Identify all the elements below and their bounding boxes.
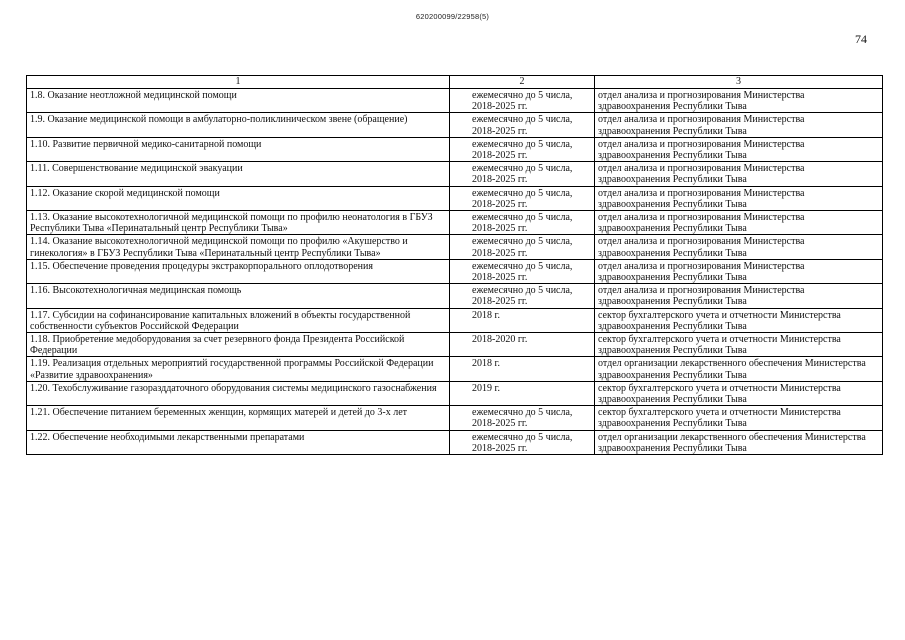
item-cell: 1.20. Техобслуживание газоразддаточного оборудования системы медицинского газоснабжения xyxy=(27,381,450,405)
table-row xyxy=(27,186,883,210)
column-header-3: 3 xyxy=(595,76,883,89)
period-cell: 2018 г. xyxy=(450,357,595,381)
item-cell: 1.16. Высокотехнологичная медицинская помощь xyxy=(27,284,450,308)
period-cell: 2019 г. xyxy=(450,381,595,405)
period-cell: ежемесячно до 5 числа, 2018-2025 гг. xyxy=(450,259,595,283)
measures-table xyxy=(26,75,883,455)
responsible-cell: отдел организации лекарственного обеспечения Министерства здравоохранения Республики Тыва xyxy=(595,430,883,454)
responsible-cell: отдел анализа и прогнозирования Министерства здравоохранения Республики Тыва xyxy=(595,211,883,235)
item-cell: 1.11. Совершенствование медицинской эвакуации xyxy=(27,162,450,186)
period-cell: ежемесячно до 5 числа, 2018-2025 гг. xyxy=(450,235,595,259)
table-row xyxy=(27,235,883,259)
period-cell: ежемесячно до 5 числа, 2018-2025 гг. xyxy=(450,113,595,137)
table-row xyxy=(27,430,883,454)
item-cell: 1.22. Обеспечение необходимыми лекарственными препаратами xyxy=(27,430,450,454)
item-cell: 1.14. Оказание высокотехнологичной медицинской помощи по профилю «Акушерство и гинекология» в ГБУЗ Республики Тыва «Перинатальный центр Республики Тыва» xyxy=(27,235,450,259)
item-cell: 1.17. Субсидии на софинансирование капитальных вложений в объекты государственной собственности субъектов Российской Федерации xyxy=(27,308,450,332)
table-row xyxy=(27,211,883,235)
responsible-cell: сектор бухгалтерского учета и отчетности Министерства здравоохранения Республики Тыва xyxy=(595,308,883,332)
table-row xyxy=(27,162,883,186)
table-body xyxy=(27,89,883,455)
period-cell: ежемесячно до 5 числа, 2018-2025 гг. xyxy=(450,284,595,308)
table-row xyxy=(27,357,883,381)
responsible-cell: отдел анализа и прогнозирования Министерства здравоохранения Республики Тыва xyxy=(595,235,883,259)
period-cell: ежемесячно до 5 числа, 2018-2025 гг. xyxy=(450,137,595,161)
responsible-cell: отдел анализа и прогнозирования Министерства здравоохранения Республики Тыва xyxy=(595,284,883,308)
table-row xyxy=(27,308,883,332)
table-row xyxy=(27,259,883,283)
responsible-cell: сектор бухгалтерского учета и отчетности Министерства здравоохранения Республики Тыва xyxy=(595,333,883,357)
period-cell: ежемесячно до 5 числа, 2018-2025 гг. xyxy=(450,89,595,113)
period-cell: ежемесячно до 5 числа, 2018-2025 гг. xyxy=(450,162,595,186)
period-cell: ежемесячно до 5 числа, 2018-2025 гг. xyxy=(450,211,595,235)
period-cell: 2018 г. xyxy=(450,308,595,332)
responsible-cell: сектор бухгалтерского учета и отчетности Министерства здравоохранения Республики Тыва xyxy=(595,381,883,405)
table-row xyxy=(27,137,883,161)
table-row xyxy=(27,113,883,137)
item-cell: 1.21. Обеспечение питанием беременных женщин, кормящих матерей и детей до 3-х лет xyxy=(27,406,450,430)
responsible-cell: отдел анализа и прогнозирования Министерства здравоохранения Республики Тыва xyxy=(595,186,883,210)
period-cell: 2018-2020 гг. xyxy=(450,333,595,357)
responsible-cell: отдел анализа и прогнозирования Министерства здравоохранения Республики Тыва xyxy=(595,162,883,186)
item-cell: 1.8. Оказание неотложной медицинской помощи xyxy=(27,89,450,113)
responsible-cell: отдел анализа и прогнозирования Министерства здравоохранения Республики Тыва xyxy=(595,113,883,137)
item-cell: 1.19. Реализация отдельных мероприятий государственной программы Российской Федерации «Развитие здравоохранения» xyxy=(27,357,450,381)
header-row xyxy=(27,76,883,89)
item-cell: 1.13. Оказание высокотехнологичной медицинской помощи по профилю неонатология в ГБУЗ Республики Тыва «Перинатальный центр Республики Тыва» xyxy=(27,211,450,235)
column-header-1: 1 xyxy=(27,76,450,89)
period-cell: ежемесячно до 5 числа, 2018-2025 гг. xyxy=(450,430,595,454)
responsible-cell: отдел организации лекарственного обеспечения Министерства здравоохранения Республики Тыва xyxy=(595,357,883,381)
period-cell: ежемесячно до 5 числа, 2018-2025 гг. xyxy=(450,406,595,430)
period-cell: ежемесячно до 5 числа, 2018-2025 гг. xyxy=(450,186,595,210)
column-header-2: 2 xyxy=(450,76,595,89)
table-row xyxy=(27,89,883,113)
table-header xyxy=(27,76,883,89)
item-cell: 1.10. Развитие первичной медико-санитарной помощи xyxy=(27,137,450,161)
responsible-cell: отдел анализа и прогнозирования Министерства здравоохранения Республики Тыва xyxy=(595,89,883,113)
responsible-cell: сектор бухгалтерского учета и отчетности Министерства здравоохранения Республики Тыва xyxy=(595,406,883,430)
table-row xyxy=(27,333,883,357)
item-cell: 1.12. Оказание скорой медицинской помощи xyxy=(27,186,450,210)
table-row xyxy=(27,406,883,430)
item-cell: 1.18. Приобретение медоборудования за счет резервного фонда Президента Российской Федерации xyxy=(27,333,450,357)
item-cell: 1.15. Обеспечение проведения процедуры экстракорпорального оплодотворения xyxy=(27,259,450,283)
table-row xyxy=(27,284,883,308)
responsible-cell: отдел анализа и прогнозирования Министерства здравоохранения Республики Тыва xyxy=(595,137,883,161)
table-row xyxy=(27,381,883,405)
responsible-cell: отдел анализа и прогнозирования Министерства здравоохранения Республики Тыва xyxy=(595,259,883,283)
document-id: 620200099/22958(5) xyxy=(415,12,490,21)
item-cell: 1.9. Оказание медицинской помощи в амбулаторно-поликлиническом звене (обращение) xyxy=(27,113,450,137)
page-number: 74 xyxy=(855,32,867,46)
